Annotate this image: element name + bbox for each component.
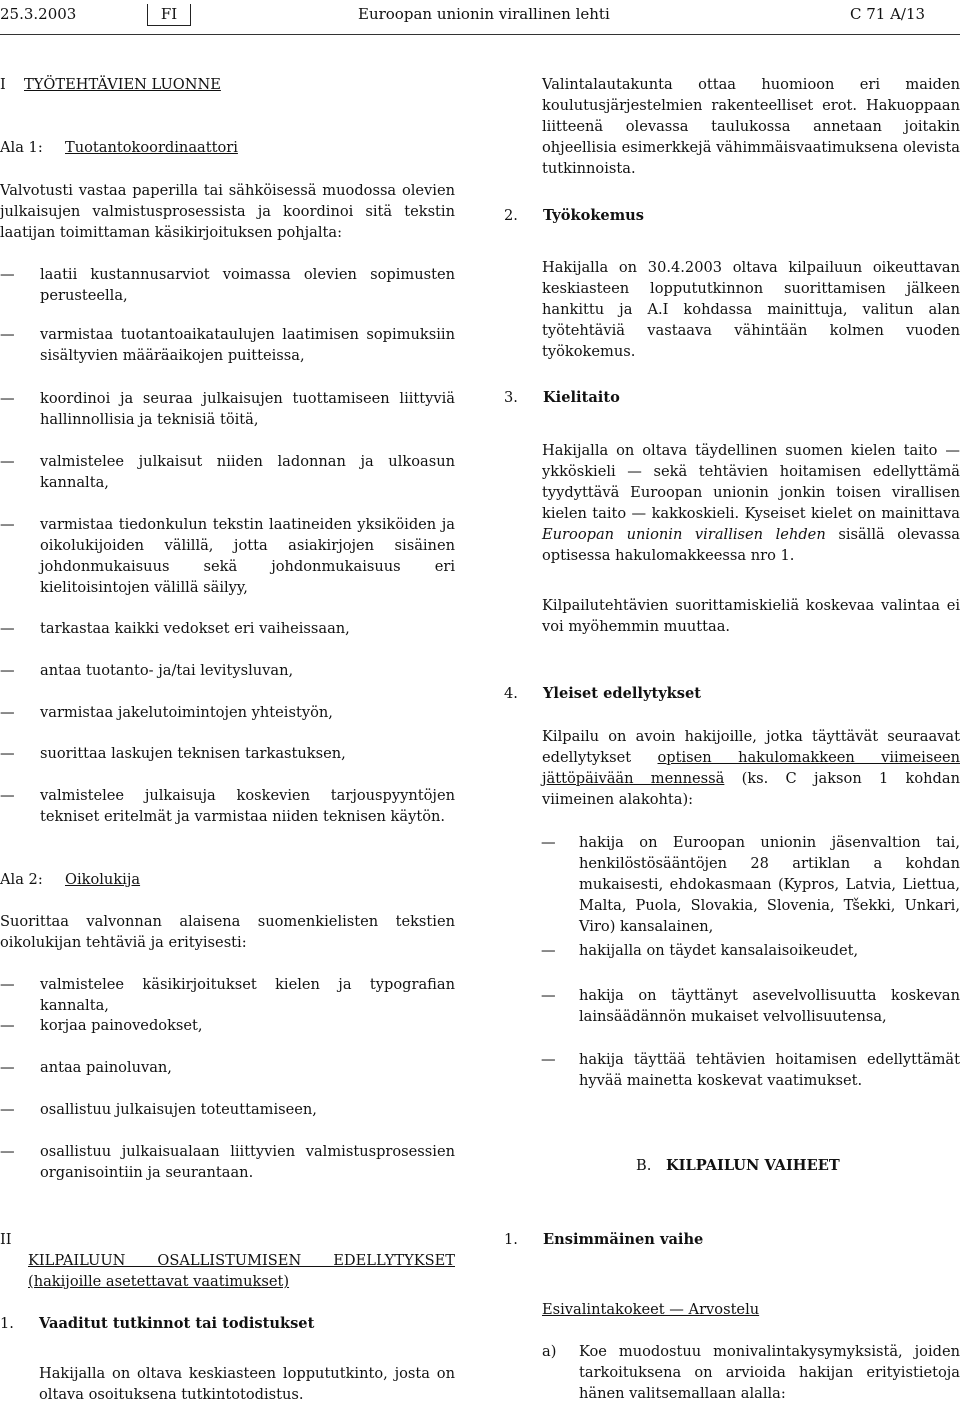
list-item-text: suorittaa laskujen teknisen tarkastuksen,: [40, 745, 346, 762]
language-text: [542, 440, 960, 566]
dash-marker: —: [0, 976, 15, 993]
section-1-heading: [0, 74, 455, 95]
dash-marker: —: [541, 942, 556, 959]
header-language-box: FI: [147, 4, 191, 26]
section-number: 4.: [504, 685, 518, 702]
dash-marker: —: [0, 390, 15, 407]
list-item-text: osallistuu julkaisujen toteuttamiseen,: [40, 1101, 317, 1118]
list-item-text: koordinoi ja seuraa julkaisujen tuottamiseen liittyviä hallinnollisia ja teknisiä töitä,: [40, 390, 455, 428]
language-text-part: Hakijalla on oltava täydellinen suomen kielen taito — ykköskieli — sekä tehtävien hoitamisen edellyttämä tyydyttävä Euroopan unionin jonkin toisen virallisen kielen taito — kakkoskieli. Kyseiset kielet on mainittava: [542, 442, 960, 522]
right-intro-paragraph: Valintalautakunta ottaa huomioon eri maiden koulutusjärjestelmien rakenteelliset erot. Hakuoppaan liitteenä olevassa taulukossa annetaan joitakin ohjeellisia esimerkkejä vähimmäisvaatimuksena olevista tutkinnoista.: [542, 76, 960, 177]
list-item-text: korjaa painovedokset,: [40, 1017, 203, 1034]
list-item-text: antaa painoluvan,: [40, 1059, 172, 1076]
dash-marker: —: [0, 704, 15, 721]
header-page-number: C 71 A/13: [850, 5, 926, 23]
list-item-text: laatii kustannusarviot voimassa olevien sopimusten perusteella,: [40, 266, 455, 304]
list-item-text: hakija on täyttänyt asevelvollisuutta koskevan lainsäädännön mukaiset velvollisuutensa,: [579, 987, 960, 1025]
dash-marker: —: [0, 745, 15, 762]
dash-marker: —: [0, 326, 15, 343]
dash-marker: —: [0, 1017, 15, 1034]
general-text-part: (ks. C jakson 1 kohdan viimeinen alakohta):: [542, 770, 960, 808]
list-item-text: varmistaa tuotantoaikataulujen laatimisen sopimuksiin sisältyvien määräaikojen puitteissa,: [40, 326, 455, 364]
section-number: 2.: [504, 207, 518, 224]
list-item-text: valmistelee julkaisut niiden ladonnan ja ulkoasun kannalta,: [40, 453, 455, 491]
list-item-text: varmistaa jakelutoimintojen yhteistyön,: [40, 704, 333, 721]
list-item-text: osallistuu julkaisualaan liittyvien valmistusprosessien organisointiin ja seurantaan.: [40, 1143, 455, 1181]
list-item-text: hakija on Euroopan unionin jäsenvaltion tai, henkilöstösääntöjen 28 artiklan a kohdan mukaisesti, ehdokasmaan (Kypros, Latvia, Liettua, Malta, Puola, Slovakia, Slovenia, Tšekki, Unkari, Viro) kansalainen,: [579, 834, 960, 935]
general-conditions-text: [542, 726, 960, 810]
section-number: 1.: [504, 1231, 518, 1248]
dash-marker: —: [0, 662, 15, 679]
section-title: Yleiset edellytykset: [543, 685, 702, 702]
area-2-intro: Suorittaa valvonnan alaisena suomenkielisten tekstien oikolukijan tehtäviä ja erityisesti:: [0, 913, 455, 951]
section-2-title: KILPAILUUN OSALLISTUMISEN EDELLYTYKSET (hakijoille asetettavat vaatimukset): [28, 1252, 455, 1290]
dash-marker: —: [0, 266, 15, 283]
requirement-1-number: 1.: [0, 1315, 14, 1332]
item-text: Koe muodostuu monivalintakysymyksistä, joiden tarkoituksena on arvioida hakijan erityistietoja hänen valitsemallaan alalla:: [579, 1343, 960, 1402]
section-title: Työkokemus: [543, 207, 644, 224]
section-2-heading: [0, 1229, 455, 1290]
dash-marker: —: [541, 834, 556, 851]
requirement-1-text: Hakijalla on oltava keskiasteen loppututkinto, josta on oltava osoituksena tutkintotodistus.: [39, 1365, 455, 1403]
list-item-text: valmistelee julkaisuja koskevien tarjouspyyntöjen tekniset eritelmät ja varmistaa niiden teknisen käytön.: [40, 787, 455, 825]
dash-marker: —: [0, 1101, 15, 1118]
section-number: 3.: [504, 389, 518, 406]
language-text-2: Kilpailutehtävien suorittamiskieliä koskevaa valintaa ei voi myöhemmin muuttaa.: [542, 597, 960, 635]
dash-marker: —: [0, 620, 15, 637]
area-1-intro: Valvotusti vastaa paperilla tai sähköisessä muodossa olevien julkaisujen valmistusprosessista ja koordinoi sitä tekstin laatijan toimittaman käsikirjoituksen pohjalta:: [0, 182, 455, 241]
dash-marker: —: [0, 516, 15, 533]
header-rule: [0, 34, 960, 35]
section-2-number: II: [0, 1231, 12, 1248]
deadline-underlined: optisen hakulomakkeen viimeiseen jättöpäivään mennessä: [542, 749, 960, 787]
area-2-heading: [0, 869, 455, 890]
list-item-text: hakijalla on täydet kansalaisoikeudet,: [579, 942, 859, 959]
item-label: a): [542, 1343, 557, 1360]
section-B-title: KILPAILUN VAIHEET: [666, 1157, 840, 1174]
list-item-text: antaa tuotanto- ja/tai levitysluvan,: [40, 662, 294, 679]
area-1-title: Tuotantokoordinaattori: [65, 139, 238, 156]
stage-1-subtitle: Esivalintakokeet — Arvostelu: [542, 1301, 760, 1318]
section-title: Ensimmäinen vaihe: [543, 1231, 704, 1248]
area-1-label: Ala 1:: [0, 139, 43, 156]
area-1-heading: [0, 137, 455, 158]
section-1-number: I: [0, 76, 6, 93]
dash-marker: —: [0, 1059, 15, 1076]
dash-marker: —: [541, 987, 556, 1004]
dash-marker: —: [541, 1051, 556, 1068]
dash-marker: —: [0, 787, 15, 804]
area-2-title: Oikolukija: [65, 871, 141, 888]
area-2-label: Ala 2:: [0, 871, 43, 888]
stage-1-subheading: [542, 1299, 960, 1320]
dash-marker: —: [0, 1143, 15, 1160]
list-item-text: tarkastaa kaikki vedokset eri vaiheissaan,: [40, 620, 350, 637]
section-title: Kielitaito: [543, 389, 620, 406]
section-1-title: TYÖTEHTÄVIEN LUONNE: [24, 76, 221, 93]
list-item-text: valmistelee käsikirjoitukset kielen ja typografian kannalta,: [40, 976, 455, 1014]
requirement-1-title: Vaaditut tutkinnot tai todistukset: [39, 1315, 315, 1332]
language-text-part: sisällä olevassa optisessa hakulomakkeessa nro 1.: [542, 526, 960, 564]
journal-name-italic: Euroopan unionin virallisen lehden: [542, 526, 826, 543]
section-letter: B.: [636, 1157, 652, 1174]
list-item-text: hakija täyttää tehtävien hoitamisen edellyttämät hyvää mainetta koskevat vaatimukset.: [579, 1051, 960, 1089]
header-date: 25.3.2003: [0, 5, 77, 23]
work-experience-text: Hakijalla on 30.4.2003 oltava kilpailuun oikeuttavan keskiasteen loppututkinnon suorittamisen jälkeen hankittu ja A.I kohdassa mainittuja, valitun alan työtehtäviä vastaava vähintään kolmen vuoden työkokemus.: [542, 259, 960, 360]
general-text-part: Kilpailu on avoin hakijoille, jotka täyttävät seuraavat edellytykset: [542, 728, 960, 766]
header-journal-title: Euroopan unionin virallinen lehti: [358, 5, 610, 23]
list-item-text: varmistaa tiedonkulun tekstin laatineiden yksiköiden ja oikolukijoiden välillä, jotta asiakirjojen sisäinen johdonmukaisuus sekä johdonmukaisuus eri kielitoisintojen välillä säilyy,: [40, 516, 455, 596]
dash-marker: —: [0, 453, 15, 470]
